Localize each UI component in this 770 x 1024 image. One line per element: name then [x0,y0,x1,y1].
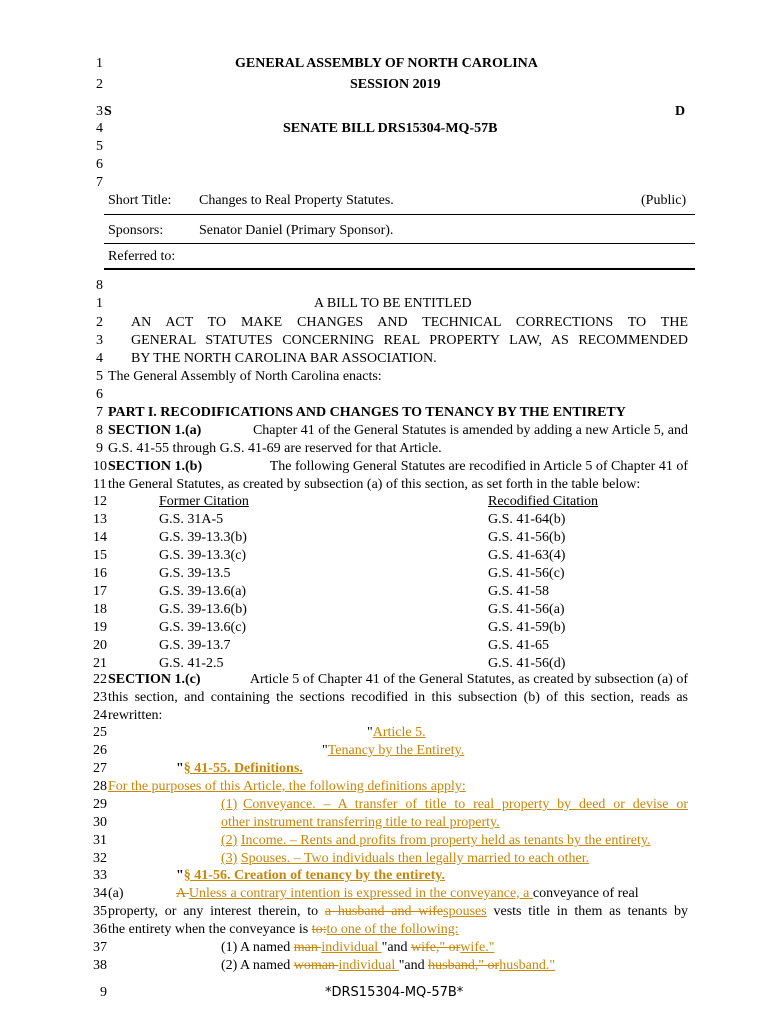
header-line-3 [0,103,770,121]
act-line-1 [0,314,770,332]
line-number: 3 [96,333,103,348]
section-1b-row [108,458,688,476]
part-heading-line [0,404,770,422]
deleted-text: to: [311,922,327,937]
act-title-text: GENERAL STATUTES CONCERNING REAL PROPERTY LAW, AS RECOMMENDED [131,333,688,348]
subsection-a-text [108,903,688,921]
line-number: 4 [96,121,103,136]
deleted-text: woman [293,958,339,973]
plain-text: vests title in them as tenants by [486,904,688,919]
line-number: 34 [93,886,107,901]
open-quote: " [367,725,373,740]
table-header-row [0,493,770,511]
act-title-text: BY THE NORTH CAROLINA BAR ASSOCIATION. [131,351,437,366]
section-1c-line-2 [0,689,770,707]
subsection-a-line-3 [0,921,770,939]
line-number: 5 [96,369,103,384]
section-text: this section, and containing the sections recodified in this subsection (b) of this section, reads as [108,690,688,705]
line-number: 2 [96,77,103,92]
inserted-text: spouses [443,904,487,919]
line-number: 1 [96,56,103,71]
divider [104,268,695,270]
former-citation: G.S. 39-13.3(c) [159,548,247,563]
section-1c-line-3 [0,707,770,725]
table-row [0,511,770,529]
line-number: 2 [96,315,103,330]
plain-text: property, or any interest therein, to [108,904,325,919]
definition-3-line [0,850,770,868]
line-number: 20 [93,638,107,653]
former-citation: G.S. 39-13.6(c) [159,620,247,635]
inserted-text: Unless a contrary intention is expressed in the conveyance, a [188,886,533,901]
line-number: 19 [93,620,107,635]
former-citation: G.S. 39-13.6(b) [159,602,247,617]
line-number: 23 [93,690,107,705]
section-label: SECTION 1.(b) [108,459,203,474]
deleted-text: wife," or [411,940,461,955]
plain-text: conveyance of real [532,886,639,901]
line-number: 1 [96,296,103,311]
header-line-4 [0,120,770,138]
section-1b-line-1 [0,458,770,476]
item-2-text [221,957,555,975]
inserted-text: other instrument transferring title to real property. [221,815,500,830]
line-number: 38 [93,958,107,973]
section-1a-line-1 [0,422,770,440]
line-number: 14 [93,530,107,545]
line-number: 10 [93,459,107,474]
referred-label: Referred to: [108,249,176,264]
table-row [0,637,770,655]
definition-number: (1) [221,797,238,812]
table-row [0,565,770,583]
line-number: 7 [96,175,103,190]
table-header-former: Former Citation [159,494,249,509]
subsection-a-line-1 [0,885,770,903]
recodified-citation: G.S. 41-59(b) [488,620,566,635]
line-number: 29 [93,797,107,812]
sponsors-value: Senator Daniel (Primary Sponsor). [199,223,394,238]
item-2-line [0,957,770,975]
header-line-1 [0,55,770,73]
line-number: 6 [96,157,103,172]
definition-1-line-1 [0,796,770,814]
sponsors-label: Sponsors: [108,223,164,238]
recodified-citation: G.S. 41-56(a) [488,602,565,617]
short-title-label: Short Title: [108,193,172,208]
blank-line-5 [0,138,770,156]
line-number: 11 [93,477,107,492]
short-title-row [0,192,770,210]
former-citation: G.S. 39-13.3(b) [159,530,247,545]
divider [104,243,695,244]
line-number: 26 [93,743,107,758]
inserted-text: husband." [499,958,556,973]
blank-line-6 [0,156,770,174]
inserted-text: individual [321,940,382,955]
line-number: 6 [96,387,103,402]
section-text: Article 5 of Chapter 41 of the General Statutes, as created by subsection (a) of [249,672,688,687]
line-number: 22 [93,672,107,687]
inserted-text: Income. – Rents and profits from property held as tenants by the entirety. [240,833,651,848]
deleted-text: A [176,886,189,901]
article-title-line [0,724,770,742]
line-number: 28 [93,779,107,794]
section-1a-line-2 [0,440,770,458]
act-line-2 [0,332,770,350]
inserted-text: § 41-56. Creation of tenancy by the entirety. [183,868,445,883]
plain-text: "and [381,940,412,955]
deleted-text: husband," or [428,958,500,973]
recodified-citation: G.S. 41-64(b) [488,512,566,527]
sec-41-55-heading-line [0,760,770,778]
line-number: 32 [93,851,107,866]
inserted-text: individual [338,958,399,973]
section-1c-row [108,671,688,689]
bill-heading-line [0,295,770,313]
header-line-2 [0,76,770,94]
inserted-text: wife." [460,940,495,955]
line-number: 33 [93,868,107,883]
article-title [367,724,426,742]
open-quote: " [322,743,328,758]
section-text: the General Statutes, as created by subsection (a) of this section, as set forth in the table below: [108,477,641,492]
article-subtitle [322,742,464,760]
former-citation: G.S. 41-2.5 [159,656,224,671]
section-1a-row [108,422,688,440]
divider [104,214,695,215]
line-number: 27 [93,761,107,776]
chamber-left: S [104,104,112,119]
enacting-clause: The General Assembly of North Carolina enacts: [108,369,382,384]
sec-41-56-heading-line [0,867,770,885]
recodified-citation: G.S. 41-58 [488,584,550,599]
line-number: 30 [93,815,107,830]
line-number: 4 [96,351,103,366]
subsection-label: (a) [108,886,124,901]
short-title-type: (Public) [641,193,687,208]
inserted-text: § 41-55. Definitions. [183,761,303,776]
recodified-citation: G.S. 41-65 [488,638,550,653]
definition-1-line-2 [0,814,770,832]
bill-heading: A BILL TO BE ENTITLED [314,296,472,311]
assembly-title: GENERAL ASSEMBLY OF NORTH CAROLINA [235,56,538,71]
document-id: *DRS15304-MQ-57B* [325,985,464,1000]
open-quote: " [176,761,184,776]
plain-text: "and [398,958,429,973]
line-number: 37 [93,940,107,955]
recodified-citation: G.S. 41-56(b) [488,530,566,545]
line-number: 35 [93,904,107,919]
former-citation: G.S. 39-13.5 [159,566,231,581]
enacts-line [0,368,770,386]
blank-line-8 [0,277,770,295]
deleted-text: man [293,940,322,955]
page-number: 9 [100,985,107,1000]
line-number: 13 [93,512,107,527]
section-1b-line-2 [0,476,770,494]
recodified-citation: G.S. 41-56(d) [488,656,566,671]
line-number: 16 [93,566,107,581]
subsection-a-line-2 [0,903,770,921]
line-number: 17 [93,584,107,599]
blank-line [0,386,770,404]
blank-line-7 [0,174,770,192]
definition-3 [221,850,589,868]
act-title-text: AN ACT TO MAKE CHANGES AND TECHNICAL CORRECTIONS TO THE [131,315,688,330]
former-citation: G.S. 39-13.6(a) [159,584,247,599]
line-number: 7 [96,405,103,420]
subsection-a-text [108,921,459,939]
sponsors-row [0,222,770,240]
line-number: 21 [93,656,107,671]
line-number: 8 [96,278,103,293]
line-number: 31 [93,833,107,848]
table-row [0,619,770,637]
sec-41-56-heading [176,867,445,885]
bill-title: SENATE BILL DRS15304-MQ-57B [283,121,498,136]
inserted-text: For the purposes of this Article, the following definitions apply: [108,779,466,794]
line-number: 15 [93,548,107,563]
inserted-text: Spouses. – Two individuals then legally married to each other. [240,851,590,866]
line-number: 18 [93,602,107,617]
short-title-value: Changes to Real Property Statutes. [199,193,394,208]
plain-text: the entirety when the conveyance is [108,922,312,937]
subsection-a-text [176,885,639,903]
line-number: 24 [93,708,107,723]
item-1-text [221,939,494,957]
referred-row [0,248,770,266]
session-title: SESSION 2019 [350,77,441,92]
inserted-text: Tenancy by the Entirety. [327,743,465,758]
recodified-citation: G.S. 41-63(4) [488,548,566,563]
inserted-text: to one of the following: [326,922,459,937]
table-row [0,583,770,601]
recodified-citation: G.S. 41-56(c) [488,566,565,581]
table-row [0,547,770,565]
sec-41-55-heading [176,760,303,778]
line-number: 12 [93,494,107,509]
table-row [0,601,770,619]
line-number: 5 [96,139,103,154]
sec-41-55-intro-line [0,778,770,796]
item-1-line [0,939,770,957]
inserted-text: Article 5. [372,725,426,740]
section-label: SECTION 1.(a) [108,423,202,438]
section-text: G.S. 41-55 through G.S. 41-69 are reserved for that Article. [108,441,442,456]
former-citation: G.S. 31A-5 [159,512,224,527]
line-number: 9 [96,441,103,456]
article-subtitle-line [0,742,770,760]
definition-2-line [0,832,770,850]
section-text: The following General Statutes are recodified in Article 5 of Chapter 41 of [269,459,688,474]
chamber-right: D [675,104,686,119]
act-line-3 [0,350,770,368]
plain-text: (1) A named [221,940,294,955]
deleted-text: a husband and wife [324,904,444,919]
definition-1-row [221,796,688,814]
former-citation: G.S. 39-13.7 [159,638,231,653]
section-text: Chapter 41 of the General Statutes is amended by adding a new Article 5, and [252,423,688,438]
definition-number: (3) [221,851,238,866]
section-text: rewritten: [108,708,163,723]
definition-number: (2) [221,833,238,848]
plain-text: (2) A named [221,958,294,973]
definition-2 [221,832,650,850]
table-row [0,529,770,547]
section-1c-line-1 [0,671,770,689]
part-heading: PART I. RECODIFICATIONS AND CHANGES TO TENANCY BY THE ENTIRETY [108,405,626,420]
open-quote: " [176,868,184,883]
line-number: 36 [93,922,107,937]
section-label: SECTION 1.(c) [108,672,201,687]
inserted-text: Conveyance. – A transfer of title to real property by deed or devise or [243,797,688,812]
line-number: 3 [96,104,103,119]
table-header-recodified: Recodified Citation [488,494,599,509]
line-number: 25 [93,725,107,740]
line-number: 8 [96,423,103,438]
